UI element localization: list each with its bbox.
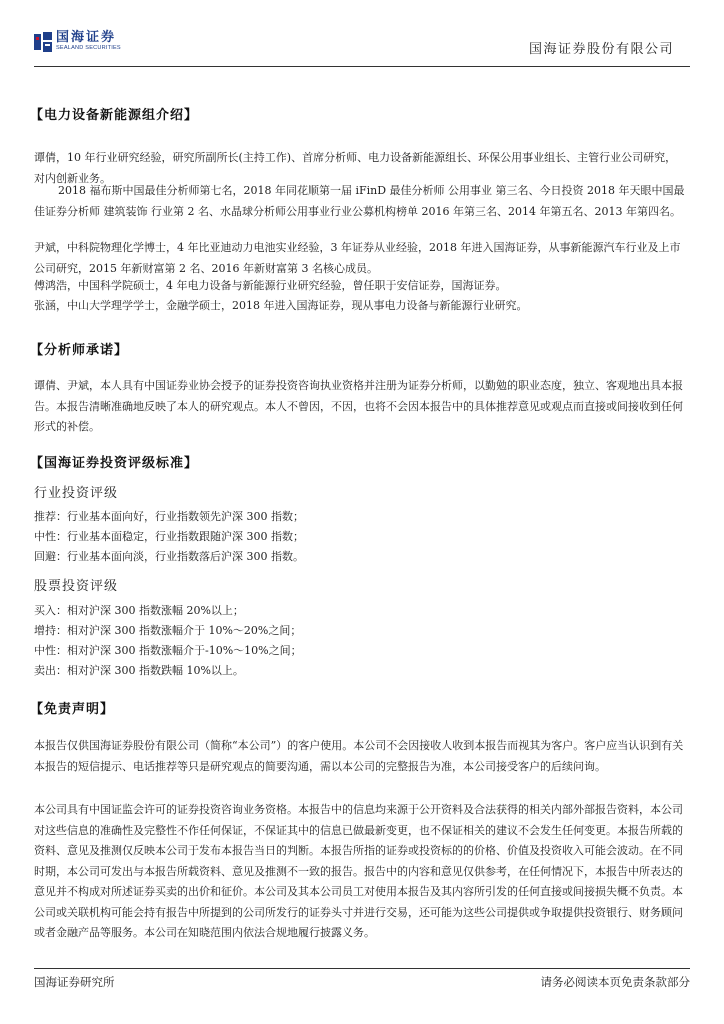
sealand-logo-icon	[34, 32, 52, 52]
logo-chinese-name: 国海证券	[56, 30, 117, 45]
team-paragraph-4: 傅鸿浩，中国科学院硕士，4 年电力设备与新能源行业研究经验，曾任职于安信证券，国海证券。	[34, 279, 507, 292]
team-paragraph-1: 谭倩，10 年行业研究经验，研究所副所长(主持工作)、首席分析师、电力设备新能源组长、环保公用事业组长、主管行业公司研究，对内创新业务。	[34, 151, 677, 185]
industry-rating-item: 中性：行业基本面稳定，行业指数跟随沪深 300 指数；	[34, 530, 304, 543]
industry-rating-heading: 行业投资评级	[34, 486, 119, 501]
team-paragraph-5: 张涵，中山大学理学学士，金融学硕士，2018 年进入国海证券，现从事电力设备与新能源行业研究。	[34, 299, 528, 312]
disclaimer-paragraph-2: 本公司具有中国证监会许可的证券投资咨询业务资格。本报告中的信息均来源于公开资料及合法获得的相关内部外部报告资料，本公司对这些信息的准确性及完整性不作任何保证，不保证其中的信息已做最新变更，也不保证相关的建议不会发生任何变更。本报告所载的资料、意见及推测仅反映本公司于发布本报告当日的判断。本报告所指的证券或投资标的的价格、价值及投资收入可能会波动。在不同时期，本公司可发出与本报告所载资料、意见及推测不一致的报告。报告中的内容和意见仅供参考，在任何情况下，本报告中所表达的意见并不构成对所述证券买卖的出价和征价。本公司及其本公司员工对使用本报告及其内容所引发的任何直接或间接损失概不负责。本公司或关联机构可能会持有报告中所提到的公司所发行的证券头寸并进行交易，还可能为这些公司提供或争取提供投资银行、财务顾问或者金融产品等服务。本公司在知晓范围内依法合规地履行披露义务。	[34, 803, 683, 939]
stock-rating-item: 买入：相对沪深 300 指数涨幅 20%以上；	[34, 604, 244, 617]
disclaimer-paragraph-1: 本报告仅供国海证券股份有限公司（简称“本公司”）的客户使用。本公司不会因接收人收到本报告而视其为客户。客户应当认识到有关本报告的短信提示、电话推荐等只是研究观点的简要沟通，需以本公司的完整报告为准，本公司接受客户的后续问询。	[34, 739, 684, 773]
commitment-paragraph: 谭倩、尹斌，本人具有中国证券业协会授予的证券投资咨询执业资格并注册为证券分析师，以勤勉的职业态度，独立、客观地出具本报告。本报告清晰准确地反映了本人的研究观点。本人不曾因，不因，也将不会因本报告中的具体推荐意见或观点而直接或间接收到任何形式的补偿。	[34, 379, 683, 433]
header-divider	[34, 66, 690, 67]
stock-rating-item: 卖出：相对沪深 300 指数跌幅 10%以上。	[34, 664, 244, 677]
page-header	[34, 30, 684, 64]
stock-rating-item: 中性：相对沪深 300 指数涨幅介于-10%～10%之间；	[34, 644, 302, 657]
section-title-disclaimer: 【免责声明】	[30, 702, 115, 717]
team-paragraph-3: 尹斌，中科院物理化学博士，4 年比亚迪动力电池实业经验，3 年证券从业经验，2018 年进入国海证券，从事新能源汽车行业及上市公司研究，2015 年新财富第 2 名、2016 年新财富第 3 名核心成员。	[34, 241, 681, 275]
section-title-team: 【电力设备新能源组介绍】	[30, 108, 199, 123]
industry-rating-item: 推荐：行业基本面向好，行业指数领先沪深 300 指数；	[34, 510, 304, 523]
industry-rating-item: 回避：行业基本面向淡，行业指数落后沪深 300 指数。	[34, 550, 304, 563]
footer-institute: 国海证券研究所	[34, 975, 115, 989]
section-title-commitment: 【分析师承诺】	[30, 343, 129, 358]
stock-rating-list	[34, 601, 302, 681]
section-title-rating: 【国海证券投资评级标准】	[30, 456, 199, 471]
team-paragraph-2: 2018 福布斯中国最佳分析师第七名，2018 年同花顺第一届 iFinD 最佳分析师 公用事业 第三名、今日投资 2018 年天眼中国最佳证券分析师 建筑装饰 行业第 2 名、水晶球分析师公用事业行业公募机构榜单 2016 年第三名、2014 年第五名、2013 年第四名。	[34, 184, 685, 218]
company-logo	[34, 30, 121, 52]
header-company-name: 国海证券股份有限公司	[528, 42, 674, 57]
stock-rating-heading: 股票投资评级	[34, 579, 119, 594]
industry-rating-list	[34, 507, 304, 567]
footer-disclaimer-note: 请务必阅读本页免责条款部分	[540, 975, 690, 989]
logo-english-name: SEALAND SECURITIES	[56, 45, 121, 51]
stock-rating-item: 增持：相对沪深 300 指数涨幅介于 10%～20%之间；	[34, 624, 302, 637]
footer-divider	[34, 968, 690, 969]
